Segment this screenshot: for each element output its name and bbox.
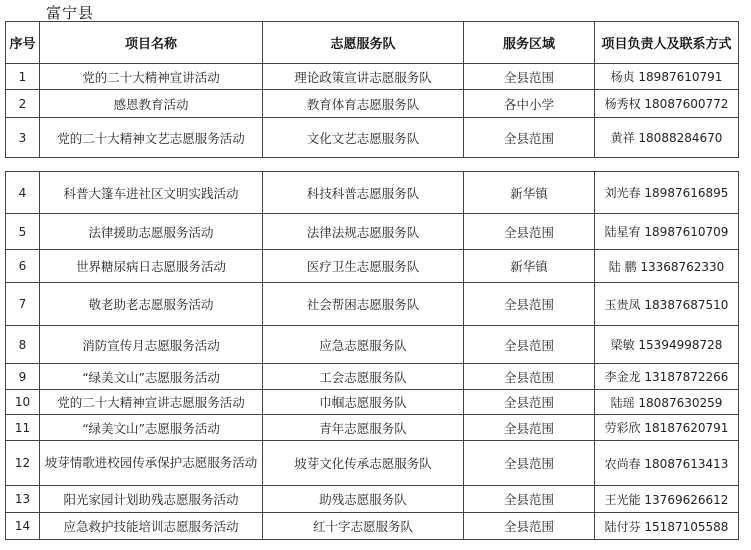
row-volunteer-team: 坡芽文化传承志愿服务队 <box>263 441 464 486</box>
table-row <box>6 283 739 326</box>
row-serial: 14 <box>6 513 40 540</box>
row-service-area: 全县范围 <box>464 415 595 441</box>
table-row <box>6 415 739 441</box>
row-volunteer-team: 文化文艺志愿服务队 <box>263 118 464 158</box>
table-row <box>6 250 739 283</box>
row-service-area: 全县范围 <box>464 326 595 364</box>
row-serial: 9 <box>6 364 40 390</box>
row-project-name: 敬老助老志愿服务活动 <box>40 283 263 326</box>
row-project-name: 坡芽情歌进校园传承保护志愿服务活动 <box>40 441 263 486</box>
row-contact: 李金龙 13187872266 <box>595 364 739 390</box>
table-row <box>6 172 739 214</box>
table-row <box>6 441 739 486</box>
row-project-name: 党的二十大精神宣讲志愿服务活动 <box>40 390 263 415</box>
row-service-area: 各中小学 <box>464 90 595 118</box>
row-contact: 刘光春 18987616895 <box>595 172 739 214</box>
row-service-area: 全县范围 <box>464 513 595 540</box>
row-serial: 7 <box>6 283 40 326</box>
row-service-area: 全县范围 <box>464 283 595 326</box>
row-project-name: 党的二十大精神文艺志愿服务活动 <box>40 118 263 158</box>
row-service-area: 全县范围 <box>464 118 595 158</box>
row-project-name: 科普大篷车进社区文明实践活动 <box>40 172 263 214</box>
header-project-name: 项目名称 <box>40 22 263 64</box>
row-serial: 3 <box>6 118 40 158</box>
row-volunteer-team: 红十字志愿服务队 <box>263 513 464 540</box>
table-row <box>6 513 739 540</box>
row-service-area: 全县范围 <box>464 64 595 90</box>
row-volunteer-team: 助残志愿服务队 <box>263 486 464 513</box>
row-volunteer-team: 医疗卫生志愿服务队 <box>263 250 464 283</box>
row-volunteer-team: 社会帮困志愿服务队 <box>263 283 464 326</box>
row-project-name: 阳光家园计划助残志愿服务活动 <box>40 486 263 513</box>
row-serial: 2 <box>6 90 40 118</box>
table-row <box>6 118 739 158</box>
row-project-name: 感恩教育活动 <box>40 90 263 118</box>
row-contact: 农尚春 18087613413 <box>595 441 739 486</box>
row-project-name: 世界糖尿病日志愿服务活动 <box>40 250 263 283</box>
row-volunteer-team: 工会志愿服务队 <box>263 364 464 390</box>
row-serial: 11 <box>6 415 40 441</box>
row-serial: 6 <box>6 250 40 283</box>
row-project-name: “绿美文山”志愿服务活动 <box>40 364 263 390</box>
row-volunteer-team: 法律法规志愿服务队 <box>263 214 464 250</box>
table-row <box>6 390 739 415</box>
row-contact: 陆 鹏 13368762330 <box>595 250 739 283</box>
row-project-name: 应急救护技能培训志愿服务活动 <box>40 513 263 540</box>
row-contact: 王光能 13769626612 <box>595 486 739 513</box>
row-service-area: 全县范围 <box>464 441 595 486</box>
row-volunteer-team: 巾帼志愿服务队 <box>263 390 464 415</box>
row-contact: 梁敏 15394998728 <box>595 326 739 364</box>
table-row <box>6 214 739 250</box>
table-row <box>6 486 739 513</box>
row-contact: 陆瑶 18087630259 <box>595 390 739 415</box>
row-contact: 杨贞 18987610791 <box>595 64 739 90</box>
row-serial: 12 <box>6 441 40 486</box>
row-service-area: 全县范围 <box>464 486 595 513</box>
row-service-area: 新华镇 <box>464 172 595 214</box>
row-project-name: “绿美文山”志愿服务活动 <box>40 415 263 441</box>
project-table-bottom <box>5 171 739 540</box>
row-contact: 劳彩欣 18187620791 <box>595 415 739 441</box>
row-contact: 杨秀权 18087600772 <box>595 90 739 118</box>
row-service-area: 全县范围 <box>464 364 595 390</box>
county-title: 富宁县 <box>46 4 95 22</box>
row-serial: 13 <box>6 486 40 513</box>
row-project-name: 法律援助志愿服务活动 <box>40 214 263 250</box>
row-serial: 1 <box>6 64 40 90</box>
table-header-row <box>6 22 739 64</box>
row-serial: 5 <box>6 214 40 250</box>
project-table-top <box>5 21 739 158</box>
row-volunteer-team: 科技科普志愿服务队 <box>263 172 464 214</box>
row-volunteer-team: 青年志愿服务队 <box>263 415 464 441</box>
row-service-area: 新华镇 <box>464 250 595 283</box>
row-volunteer-team: 应急志愿服务队 <box>263 326 464 364</box>
table-row <box>6 90 739 118</box>
row-serial: 10 <box>6 390 40 415</box>
header-volunteer-team: 志愿服务队 <box>263 22 464 64</box>
row-service-area: 全县范围 <box>464 390 595 415</box>
row-volunteer-team: 教育体育志愿服务队 <box>263 90 464 118</box>
row-service-area: 全县范围 <box>464 214 595 250</box>
row-contact: 黄祥 18088284670 <box>595 118 739 158</box>
row-volunteer-team: 理论政策宣讲志愿服务队 <box>263 64 464 90</box>
row-contact: 陆星宥 18987610709 <box>595 214 739 250</box>
header-contact: 项目负责人及联系方式 <box>595 22 739 64</box>
header-service-area: 服务区域 <box>464 22 595 64</box>
row-contact: 陆付芬 15187105588 <box>595 513 739 540</box>
table-row <box>6 64 739 90</box>
table-row <box>6 364 739 390</box>
table-row <box>6 326 739 364</box>
row-project-name: 消防宣传月志愿服务活动 <box>40 326 263 364</box>
row-contact: 玉贵凤 18387687510 <box>595 283 739 326</box>
row-project-name: 党的二十大精神宣讲活动 <box>40 64 263 90</box>
row-serial: 8 <box>6 326 40 364</box>
header-serial: 序号 <box>6 22 40 64</box>
row-serial: 4 <box>6 172 40 214</box>
